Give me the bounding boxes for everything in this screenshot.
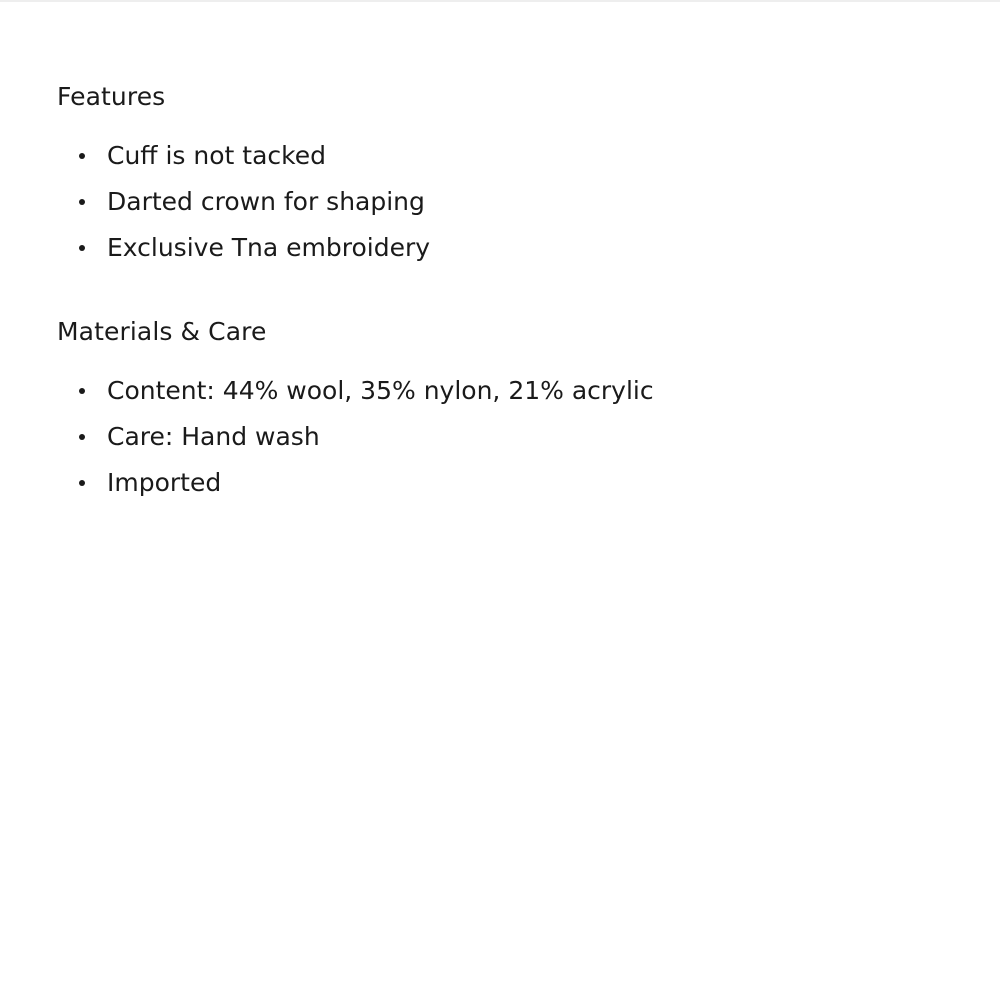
list-item-text: Imported	[107, 468, 222, 497]
bullet-icon	[79, 153, 85, 159]
materials-care-heading: Materials & Care	[57, 317, 267, 346]
top-divider	[0, 0, 1000, 2]
list-item-text: Cuff is not tacked	[107, 141, 326, 170]
list-item-text: Exclusive Tna embroidery	[107, 233, 431, 262]
product-details	[57, 80, 957, 506]
list-item	[57, 133, 957, 179]
bullet-icon	[79, 199, 85, 205]
list-item-text: Darted crown for shaping	[107, 187, 425, 216]
list-item	[57, 414, 957, 460]
bullet-icon	[79, 245, 85, 251]
list-item	[57, 368, 957, 414]
features-list	[57, 133, 957, 271]
bullet-icon	[79, 388, 85, 394]
list-item	[57, 225, 957, 271]
bullet-icon	[79, 480, 85, 486]
list-item	[57, 179, 957, 225]
bullet-icon	[79, 434, 85, 440]
materials-care-list	[57, 368, 957, 506]
features-heading: Features	[57, 82, 166, 111]
list-item	[57, 460, 957, 506]
list-item-text: Content: 44% wool, 35% nylon, 21% acrylic	[107, 376, 654, 405]
list-item-text: Care: Hand wash	[107, 422, 320, 451]
